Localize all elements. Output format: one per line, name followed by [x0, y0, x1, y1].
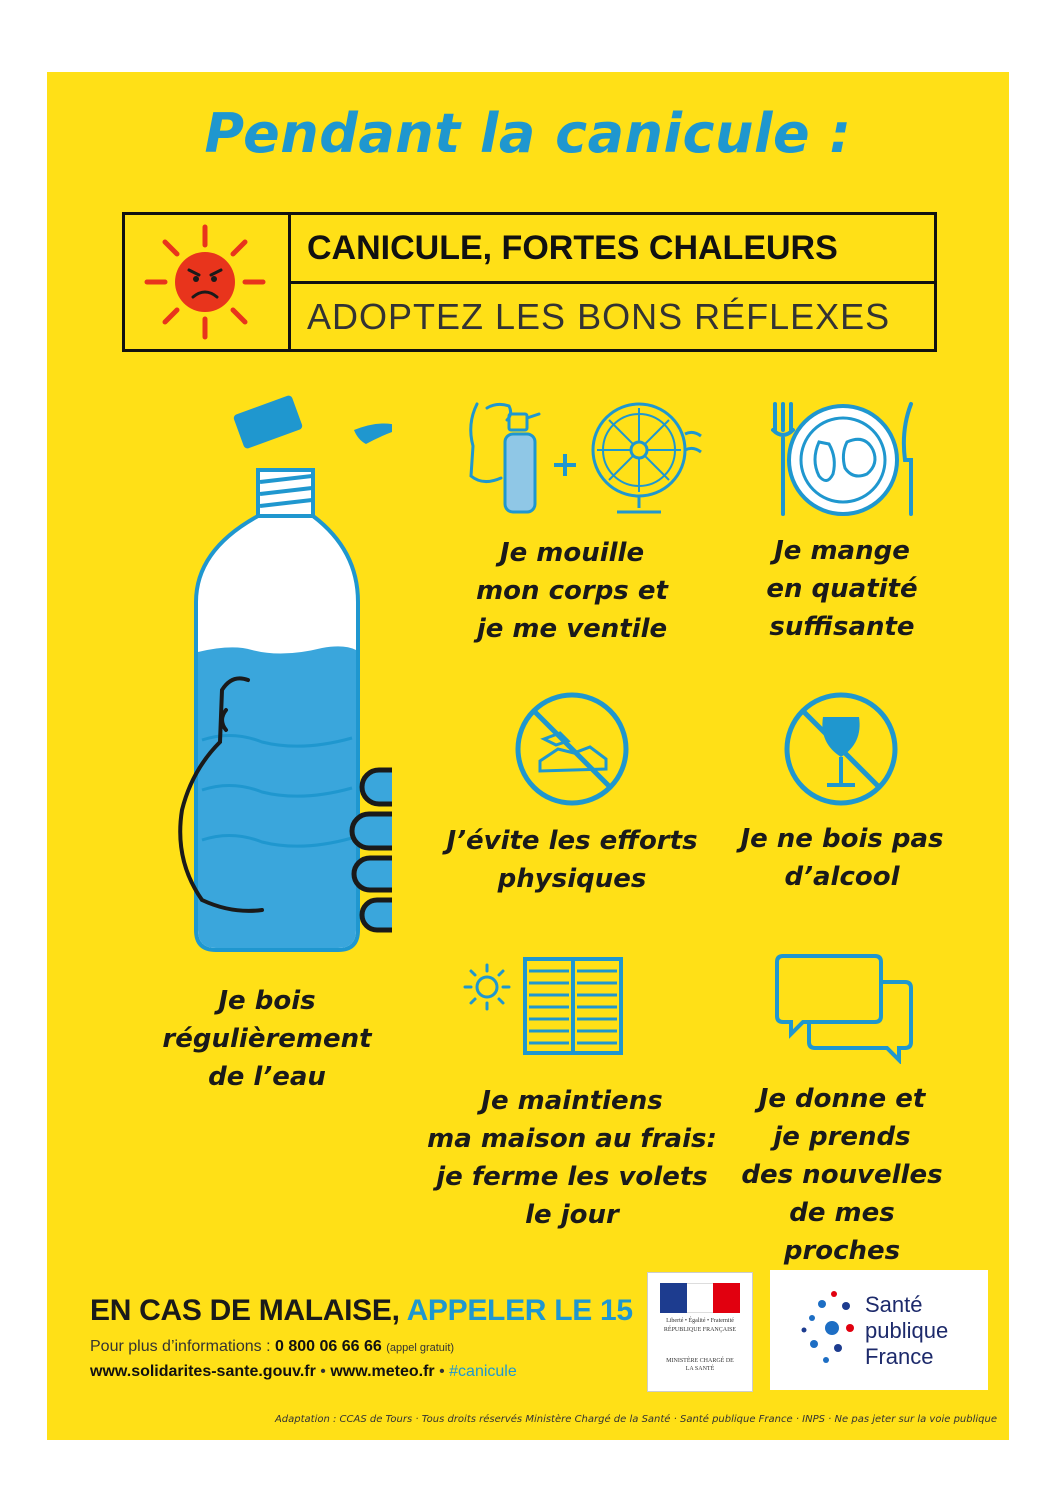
links-line — [90, 1360, 517, 1384]
ministry-name: MINISTÈRE CHARGÉ DE LA SANTÉ — [666, 1358, 734, 1372]
hashtag: #canicule — [449, 1363, 517, 1380]
footer-info — [90, 1335, 517, 1384]
no-alcohol-icon — [779, 687, 903, 811]
tip-wet-caption: Je mouille mon corps et je me ventile — [476, 538, 668, 644]
banner-subheading: ADOPTEZ LES BONS RÉFLEXES — [307, 296, 891, 337]
info-phone-note: (appel gratuit) — [386, 1342, 455, 1354]
sun-shutters-icon — [457, 957, 627, 1057]
page-title: Pendant la canicule : — [204, 102, 852, 165]
spf-line1: Santé — [865, 1292, 923, 1317]
banner-heading: CANICULE, FORTES CHALEURS — [291, 215, 934, 284]
tip-drink-caption: Je bois régulièrement de l’eau — [162, 986, 372, 1092]
tip-house-caption: Je maintiens ma maison au frais: je ferme les volets le jour — [427, 1086, 717, 1230]
no-running-icon — [510, 687, 634, 811]
bullet-separator: • — [320, 1363, 331, 1380]
heatwave-poster — [47, 72, 1009, 1440]
water-bottle-icon — [122, 390, 392, 970]
link-meteo[interactable]: www.meteo.fr — [330, 1363, 435, 1380]
tip-news-caption: Je donne et je prends des nouvelles de mes proches — [741, 1084, 943, 1266]
angry-sun-icon — [125, 215, 285, 349]
bullet-separator: • — [439, 1363, 450, 1380]
tip-eat-caption: Je mange en quatité suffisante — [766, 536, 918, 642]
plate-cutlery-icon — [765, 400, 921, 520]
ministry-motto: Liberté • Égalité • Fraternité — [666, 1318, 734, 1324]
info-label: Pour plus d’informations : — [90, 1338, 271, 1355]
french-flag — [660, 1283, 740, 1313]
tip-effort-caption: J’évite les efforts physiques — [446, 826, 698, 894]
sante-publique-france-logo — [770, 1270, 988, 1390]
sun-box — [125, 215, 291, 349]
spf-dots-icon — [794, 1288, 864, 1372]
spf-line3: France — [865, 1344, 934, 1369]
ministry-republic: RÉPUBLIQUE FRANÇAISE — [663, 1327, 737, 1333]
emergency-prefix: EN CAS DE MALAISE, — [90, 1294, 400, 1327]
info-line — [90, 1335, 517, 1360]
info-phone: 0 800 06 66 66 — [274, 1338, 382, 1355]
link-solidarites[interactable]: www.solidarites-sante.gouv.fr — [90, 1363, 316, 1380]
ministry-logo — [647, 1272, 753, 1392]
speech-bubbles-icon — [775, 952, 915, 1064]
spf-wordmark — [865, 1292, 948, 1370]
spf-line2: publique — [865, 1318, 949, 1343]
tip-alcohol-caption: Je ne bois pas d’alcool — [740, 824, 944, 892]
emergency-number: APPELER LE 15 — [406, 1294, 633, 1327]
warning-banner — [122, 212, 937, 352]
adaptation-credits: Adaptation : CCAS de Tours · Tous droits réservés Ministère Chargé de la Santé · Santé publique France · INPS · Ne pas jeter sur la voie publique — [274, 1414, 997, 1425]
emergency-call-line — [90, 1294, 633, 1328]
spray-fan-icon — [457, 394, 707, 524]
